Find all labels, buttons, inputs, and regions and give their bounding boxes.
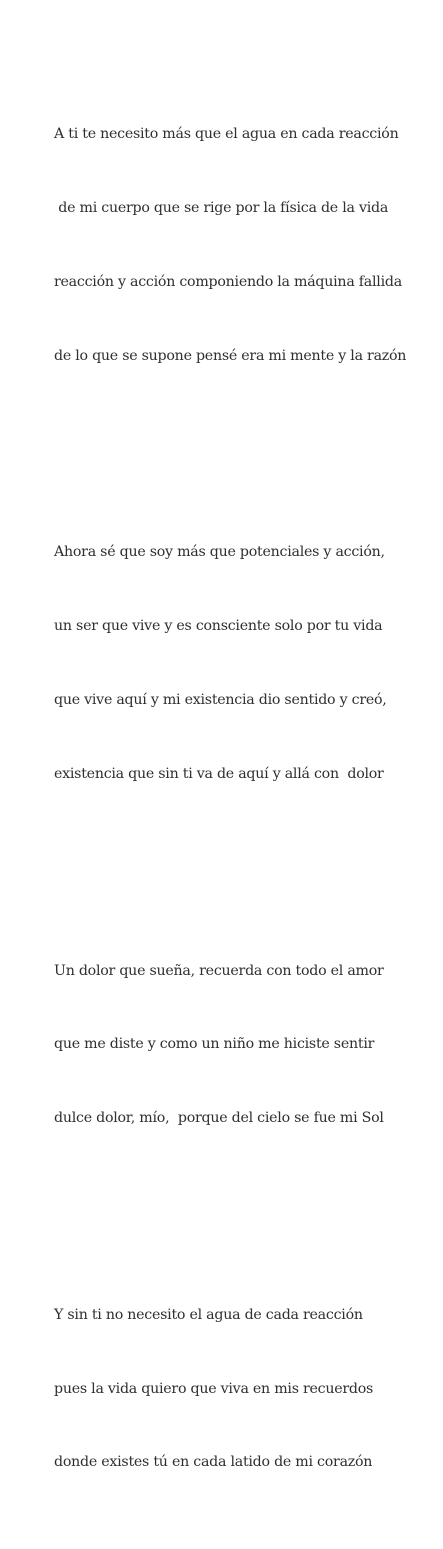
poem-line: Y sin ti no necesito el agua de cada reacción bbox=[54, 1306, 363, 1323]
poem-line: A ti te necesito más que el agua en cada reacción bbox=[54, 126, 399, 143]
poem-line: reacción y acción componiendo la máquina fallida bbox=[54, 273, 402, 290]
poem-text bbox=[54, 24, 434, 1549]
poem-line: que me diste y como un niño me hiciste sentir bbox=[54, 1036, 375, 1053]
poem-line: existencia que sin ti va de aquí y allá con dolor bbox=[54, 765, 384, 782]
stanza-3 bbox=[54, 909, 434, 1180]
stanza-2 bbox=[54, 491, 434, 835]
poem-line: donde existes tú en cada latido de mi corazón bbox=[54, 1454, 373, 1471]
poem-line: Ahora sé que soy más que potenciales y acción, bbox=[54, 544, 385, 561]
poem-line: dulce dolor, mío, porque del cielo se fue mi Sol bbox=[54, 1110, 384, 1127]
stanza-1 bbox=[54, 73, 434, 417]
poem-line: un ser que vive y es consciente solo por tu vida bbox=[54, 618, 383, 635]
poem-line: pues la vida quiero que viva en mis recuerdos bbox=[54, 1380, 374, 1397]
stanza-4 bbox=[54, 1254, 434, 1525]
poem-line: que vive aquí y mi existencia dio sentido y creó, bbox=[54, 692, 387, 709]
poem-line: Un dolor que sueña, recuerda con todo el amor bbox=[54, 962, 384, 979]
poem-line: de lo que se supone pensé era mi mente y la razón bbox=[54, 347, 407, 364]
poem-line: de mi cuerpo que se rige por la física de la vida bbox=[54, 200, 389, 217]
